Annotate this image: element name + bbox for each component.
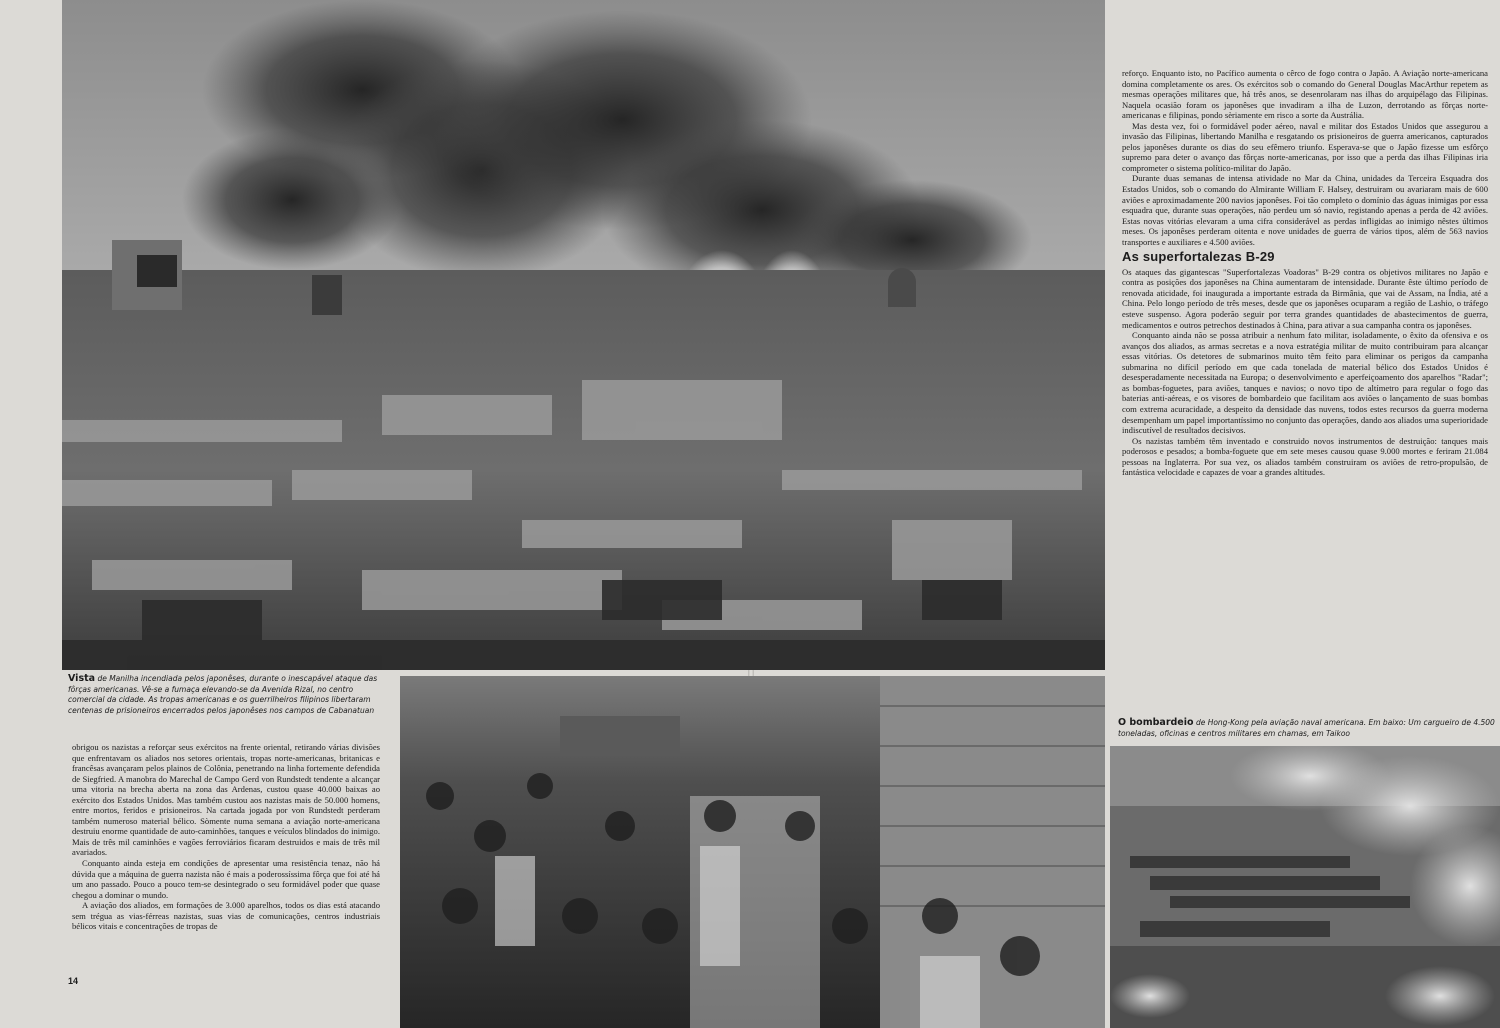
freed-prisoners-photo <box>400 676 1105 1028</box>
caption-text: de Manilha incendiada pelos japonêses, durante o inescapável ataque das fôrças americanas. Vê-se a fumaça elevando-se da Avenida Rizal, no centro comercial da cidade. As tropas americanas e os guerrilheiros filipinos libertaram centenas de prisioneiros encerrados pelos japonêses nos campos de Cabanatuan <box>68 674 378 715</box>
caption-text: de Hong-Kong pela aviação naval americana. Em baixo: Um cargueiro de 4.500 toneladas, oficinas e centros militares em chamas, em Taikoo <box>1118 718 1495 738</box>
article-paragraph: Conquanto ainda esteja em condições de apresentar uma resistência tenaz, não há dúvida que a máquina de guerra nazista não é mais a poderossíssima fôrça que foi até há um ano passado. Pouco a pouco tem-se desintegrado o seu formidável poder que quase chegou a dominar o mundo. <box>72 858 380 900</box>
article-paragraph: obrigou os nazistas a reforçar seus exércitos na frente oriental, retirando várias divisões que enfrentavam os aliados nos setores orientais, tropas norte-americanas, britanicas e francêsas avançaram pelos plainos de Colônia, penetrando na linha fortemente defendida de Siegfried. A manobra do Marechal de Campo Gerd von Rundstedt tendente a alcançar uma vitoria na brecha aberta na zona das Ardenas, custou quase 40.000 baixas ao exército dos Estados Unidos. Mas também custou aos nazistas mais de 50.000 homens, entre mortos, feridos e prisioneiros. Na cartada jogada por von Rundstedt perderam também numeroso material bélico. Sòmente numa semana a aviação norte-americana destruiu enorme quantidade de auto-caminhões, tanques e veículos blindados do inimigo. Mais de três mil caminhões e vagões ferroviários ficaram destruidos e mais de três mil avariados. <box>72 742 380 858</box>
article-left-column <box>72 742 380 932</box>
article-paragraph: Durante duas semanas de intensa atividade no Mar da China, unidades da Terceira Esquadra dos Estados Unidos, sob o comando do Almirante William F. Halsey, destruiram ou avariaram mais de 600 aviões e aproximadamente 200 navios japonêses. Foi tão completo o domínio das águas inimigas por essa esquadra que, durante suas operações, não perdeu um só navio, registando apenas a perda de 42 aviões. Estas novas vitórias elevaram a uma cifra considerável as perdas infligidas ao inimigo nêstes últimos meses. Os japonêses perderam oitenta e nove unidades de guerra de vários tipos, além de 563 navios transportes e auxiliares e 4.500 aviões. <box>1122 173 1488 247</box>
manila-burning-photo <box>62 0 1105 670</box>
section-heading: As superfortalezas B-29 <box>1122 249 1275 265</box>
hongkong-photo-caption <box>1118 718 1496 739</box>
article-paragraph: A aviação dos aliados, em formações de 3.000 aparelhos, todos os dias está atacando sem trégua as vias-férreas nazistas, suas vias de comunicações, centros industriais bélicos vitais e concentrações de tropas de <box>72 900 380 932</box>
article-right-column <box>1122 68 1488 478</box>
caption-lead: O bombardeio <box>1118 717 1194 728</box>
article-paragraph: Conquanto ainda não se possa atribuir a nenhum fato militar, isoladamente, o êxito da ofensiva e os avanços dos aliados, as armas secretas e a nova estratégia militar de muito contribuiram para alcançar essas vitórias. Os detetores de submarinos muito têm feito para eliminar os perigos da campanha submarina no difícil período em que cada tonelada de material bélico dos Estados Unidos é desesperadamente necessitada na Europa; o desenvolvimento e aperfeiçoamento dos aparelhos "Radar"; as bombas-foguetes, para aviões, tanques e navios; o novo tipo de altímetro para regular o fogo das baterias anti-aéreas, e os visores de bombardeio que facilitam aos aviões o lançamento de suas bombas com extrema acuracidade, a despeito da densidade das nuvens, todos estes recursos da guerra moderna desempenham um papel importantíssimo no conjunto das operações, dando aos aliados uma superioridade indiscutível de resultados decisivos. <box>1122 330 1488 436</box>
article-paragraph: Mas desta vez, foi o formidável poder aéreo, naval e militar dos Estados Unidos que assegurou a invasão das Filipinas, libertando Manilha e resgatando os prisioneiros de guerra americanos, capturados pelos japonêses durante os dias do seu efêmero triunfo. Esperava-se que o Japão fizesse um esfôrço supremo para deter o avanço das fôrças norte-americanas, por isso que a perda das ilhas Filipinas iria comprometer o sistema político-militar do Japão. <box>1122 120 1488 173</box>
page-number: 14 <box>68 976 79 986</box>
article-paragraph: Os nazistas também têm inventado e construido novos instrumentos de destruição: tanques mais poderosos e pesados; a bomba-foguete que em sete meses causou quase 9.000 mortes e feriram 21.084 pessoas na Inglaterra. Por sua vez, os aliados também construiram os aviões de retro-propulsão, de fantástica velocidade e capazes de voar a grandes altitudes. <box>1122 435 1488 478</box>
article-paragraph: Os ataques das gigantescas "Superfortalezas Voadoras" B-29 contra os objetivos militares no Japão e contra as posições dos japonêses na China aumentaram de intensidade. Durante êste último período de renovada aticidade, foi inaugurada a importante estrada da Birmânia, que vai de Assam, na Índia, até a China. Pelo longo período de três meses, desde que os japonêses ocuparam a região de Lashio, o tráfego esteve suspenso. Agora poderão seguir por terra grandes quantidades de abastecimentos de guerra, medicamentos e outros petrechos destinados à China, para ativar a sua campanha contra os japonêses. <box>1122 266 1488 330</box>
article-paragraph: reforço. Enquanto isto, no Pacífico aumenta o cêrco de fogo contra o Japão. A Aviação norte-americana domina completamente os ares. Os exércitos sob o comando do General Douglas MacArthur repetem as mesmas operações militares que, há três anos, se desenrolaram nas ilhas do arquipélago das Filipinas. Naquela ocasião foram os japonêses que invadiram a ilha de Luzon, derrotando as fôrças norte-americanas e filipinas, pondo sèriamente em risco a sorte da Austrália. <box>1122 68 1488 121</box>
manila-photo-caption <box>68 674 390 716</box>
hongkong-bombing-photo <box>1110 746 1500 1028</box>
caption-lead: Vista <box>68 673 96 684</box>
